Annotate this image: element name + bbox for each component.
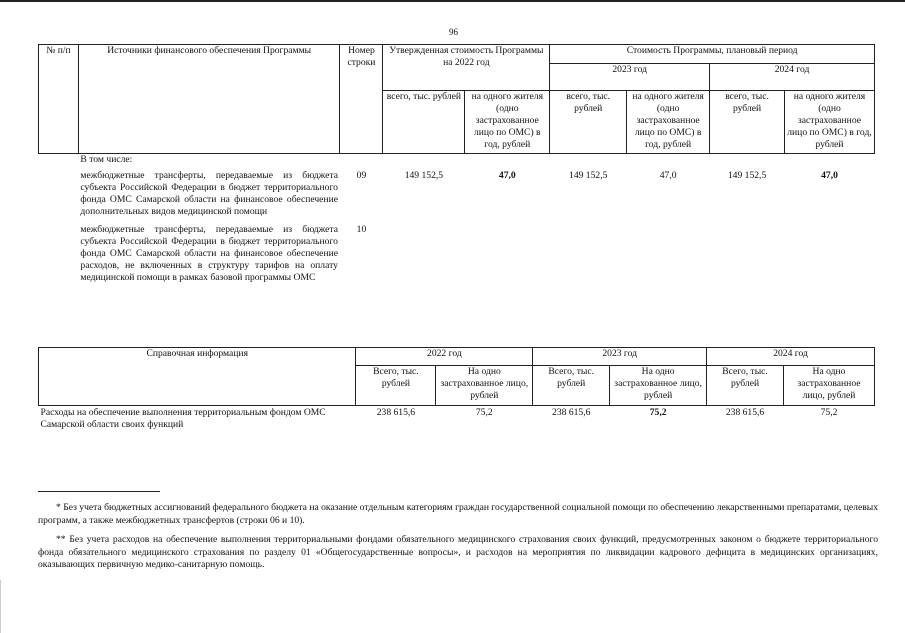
ref-per-2023: 75,2	[649, 407, 667, 418]
row-09-per-2023: 47,0	[659, 169, 677, 181]
header-planned-period: Стоимость Программы, плановый период	[550, 45, 875, 64]
including-label: В том числе:	[80, 154, 133, 165]
ref-header-2024: 2024 год	[707, 348, 875, 366]
header-total-2024: всего, тыс. рублей	[710, 91, 785, 154]
ref-per-2024: 75,2	[820, 407, 838, 418]
row-09-total-2024: 149 152,5	[727, 169, 767, 181]
ref-header-2023: 2023 год	[533, 348, 707, 366]
header-sources: Источники финансового обеспечения Программы	[78, 45, 340, 154]
row-09-per-2022: 47,0	[498, 169, 516, 181]
ref-total-2023: 238 615,6	[552, 407, 591, 418]
footnote-2: ** Без учета расходов на обеспечение выполнения территориальными фондами обязательного медицинского страхования своих функций, предусмотренных законом о бюджете территориального фонда обязательного медицинского страхования по разделу 01 «Общегосударственные вопросы», и расходов на мероприятия по ликвидации кадрового дефицита в медицинских организациях, оказывающих первичную медико-санитарную помощь.	[38, 534, 878, 570]
scan-edge-mark	[0, 580, 1, 633]
row-09-per-2024: 47,0	[821, 169, 838, 181]
ref-header-total-2023: Всего, тыс. рублей	[533, 366, 610, 406]
ref-header-per-2023: На одно застрахованное лицо, рублей	[610, 366, 707, 406]
header-per-2023: на одного жителя (одно застрахованное лицо по ОМС) в год, рублей	[627, 91, 710, 154]
row-10-line: 10	[356, 223, 367, 235]
footnote-1: * Без учета бюджетных ассигнований федерального бюджета на оказание отдельным категориям граждан государственной социальной помощи по обеспечению лекарственными препаратами, целевых программ, а также межбюджетных трансфертов (строки 06 и 10).	[38, 502, 878, 526]
top-border-line	[0, 0, 905, 2]
ref-row-text: Расходы на обеспечение выполнения территориальным фондом ОМС Самарской области своих функций	[40, 407, 326, 430]
reference-info-table	[38, 347, 875, 431]
ref-header-per-2022: На одно застрахованное лицо, рублей	[436, 366, 533, 406]
program-financing-table	[38, 44, 875, 284]
ref-total-2022: 238 615,6	[376, 407, 416, 418]
ref-header-2022: 2022 год	[356, 348, 533, 366]
ref-header-per-2024: На одно застрахованное лицо, рублей	[783, 366, 874, 406]
header-approved-2022: Утвержденная стоимость Программы на 2022 год	[383, 45, 550, 91]
header-total-2023: всего, тыс. рублей	[550, 91, 627, 154]
row-09-total-2022: 149 152,5	[404, 169, 444, 181]
row-09-total-2023: 149 152,5	[569, 169, 608, 181]
header-per-2022: на одного жителя (одно застрахованное лицо по ОМС) в год, рублей	[465, 91, 550, 154]
header-2023: 2023 год	[550, 64, 710, 91]
ref-header-total-2022: Всего, тыс. рублей	[356, 366, 436, 406]
footnote-separator	[38, 491, 160, 492]
header-total-2022: всего, тыс. рублей	[383, 91, 465, 154]
header-row-number: Номер строки	[340, 45, 383, 154]
page-number: 96	[449, 27, 458, 37]
header-reference-info: Справочная информация	[39, 348, 356, 406]
row-09-text: межбюджетные трансферты, передаваемые из бюджета субъекта Российской Федерации в бюджет территориального фонда ОМС Самарской области на финансовое обеспечение дополнительных видов медицинской помощи	[80, 169, 338, 217]
header-2024: 2024 год	[710, 64, 875, 91]
header-per-2024: на одного жителя (одно застрахованное лицо по ОМС) в год, рублей	[785, 91, 875, 154]
row-09-line: 09	[356, 169, 367, 181]
ref-per-2022: 75,2	[475, 407, 493, 418]
ref-total-2024: 238 615,6	[725, 407, 765, 418]
header-num: № п/п	[39, 45, 79, 154]
row-10-text: межбюджетные трансферты, передаваемые из бюджета субъекта Российской Федерации в бюджет территориального фонда ОМС Самарской области на финансовое обеспечение расходов, не включенных в структуру тарифов на оплату медицинской помощи в рамках базовой программы ОМС	[80, 223, 338, 283]
ref-header-total-2024: Всего, тыс. рублей	[707, 366, 784, 406]
